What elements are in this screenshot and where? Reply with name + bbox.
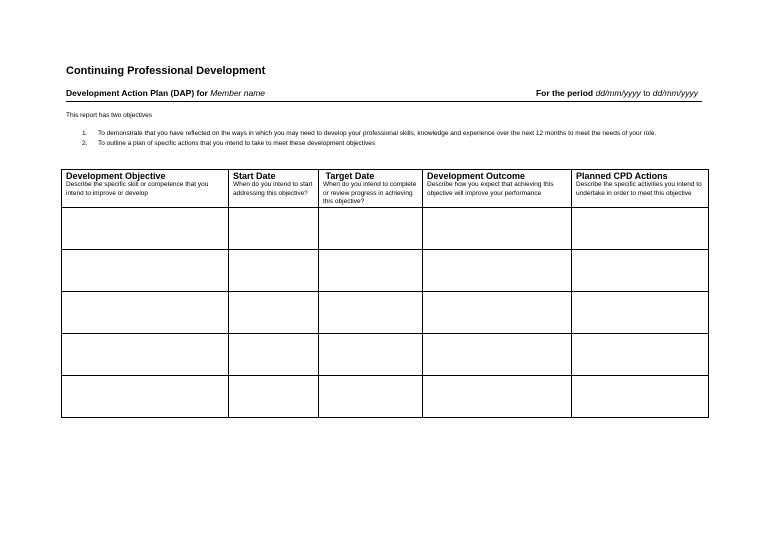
column-header-start-date (229, 170, 319, 208)
table-row (62, 208, 709, 250)
column-description: When do you intend to start addressing this objective? (233, 181, 313, 197)
table-cell[interactable] (62, 376, 229, 418)
column-heading: Development Outcome (427, 171, 526, 181)
table-cell[interactable] (319, 208, 423, 250)
table-cell[interactable] (229, 292, 319, 334)
plan-header (66, 88, 702, 102)
table-cell[interactable] (319, 292, 423, 334)
table-cell[interactable] (572, 292, 709, 334)
period-label: For the period (535, 88, 594, 98)
table-cell[interactable] (229, 376, 319, 418)
table-cell[interactable] (229, 250, 319, 292)
member-name-field[interactable]: Member name (210, 88, 266, 98)
page-title: Continuing Professional Development (66, 65, 266, 77)
objective-text: To outline a plan of specific actions that you intend to take to meet these development objectives (98, 140, 376, 147)
table-row (62, 250, 709, 292)
column-description: When do you intend to complete or review progress in achieving this objective? (323, 181, 417, 205)
objective-item (66, 139, 702, 149)
plan-label: Development Action Plan (DAP) for (66, 88, 208, 98)
period-start-field[interactable]: dd/mm/yyyy (595, 88, 641, 98)
column-description: Describe how you expect that achieving this objective will improve your performance (427, 181, 554, 197)
column-description: Describe the specific skill or competence that you intend to improve or develop (66, 181, 209, 197)
objective-number: 2. (82, 140, 88, 147)
table-row (62, 334, 709, 376)
intro-text: This report has two objectives (66, 112, 152, 119)
objective-text: To demonstrate that you have reflected on the ways in which you may need to develop your professional skills, knowledge and experience over the next 12 months to meet the needs of your role. (98, 130, 657, 137)
period-group (536, 88, 698, 98)
table-cell[interactable] (423, 376, 572, 418)
column-heading: Planned CPD Actions (576, 171, 668, 181)
period-end-field[interactable]: dd/mm/yyyy (652, 88, 698, 98)
column-header-target-date (319, 170, 423, 208)
column-heading: Development Objective (66, 171, 166, 181)
table-cell[interactable] (229, 334, 319, 376)
table-cell[interactable] (423, 208, 572, 250)
table-cell[interactable] (62, 250, 229, 292)
table-header-row (62, 170, 709, 208)
period-to: to (643, 88, 651, 98)
table-cell[interactable] (572, 208, 709, 250)
objective-number: 1. (82, 130, 88, 137)
table-cell[interactable] (229, 208, 319, 250)
table-cell[interactable] (319, 250, 423, 292)
table-cell[interactable] (319, 334, 423, 376)
objectives-list (66, 129, 702, 149)
table-cell[interactable] (319, 376, 423, 418)
column-description: Describe the specific activities you intend to undertake in order to meet this objective (576, 181, 702, 197)
table-cell[interactable] (572, 250, 709, 292)
table-cell[interactable] (62, 292, 229, 334)
dap-table (61, 169, 709, 418)
column-header-development-outcome (423, 170, 572, 208)
table-cell[interactable] (572, 334, 709, 376)
table-row (62, 376, 709, 418)
column-heading: Target Date (323, 171, 375, 181)
plan-label-group (66, 88, 265, 98)
table-row (62, 292, 709, 334)
table-cell[interactable] (423, 334, 572, 376)
column-header-planned-cpd-actions (572, 170, 709, 208)
table-cell[interactable] (423, 292, 572, 334)
table-cell[interactable] (572, 376, 709, 418)
table-cell[interactable] (62, 208, 229, 250)
column-header-development-objective (62, 170, 229, 208)
column-heading: Start Date (233, 171, 276, 181)
objective-item (66, 129, 702, 139)
table-cell[interactable] (62, 334, 229, 376)
table-cell[interactable] (423, 250, 572, 292)
